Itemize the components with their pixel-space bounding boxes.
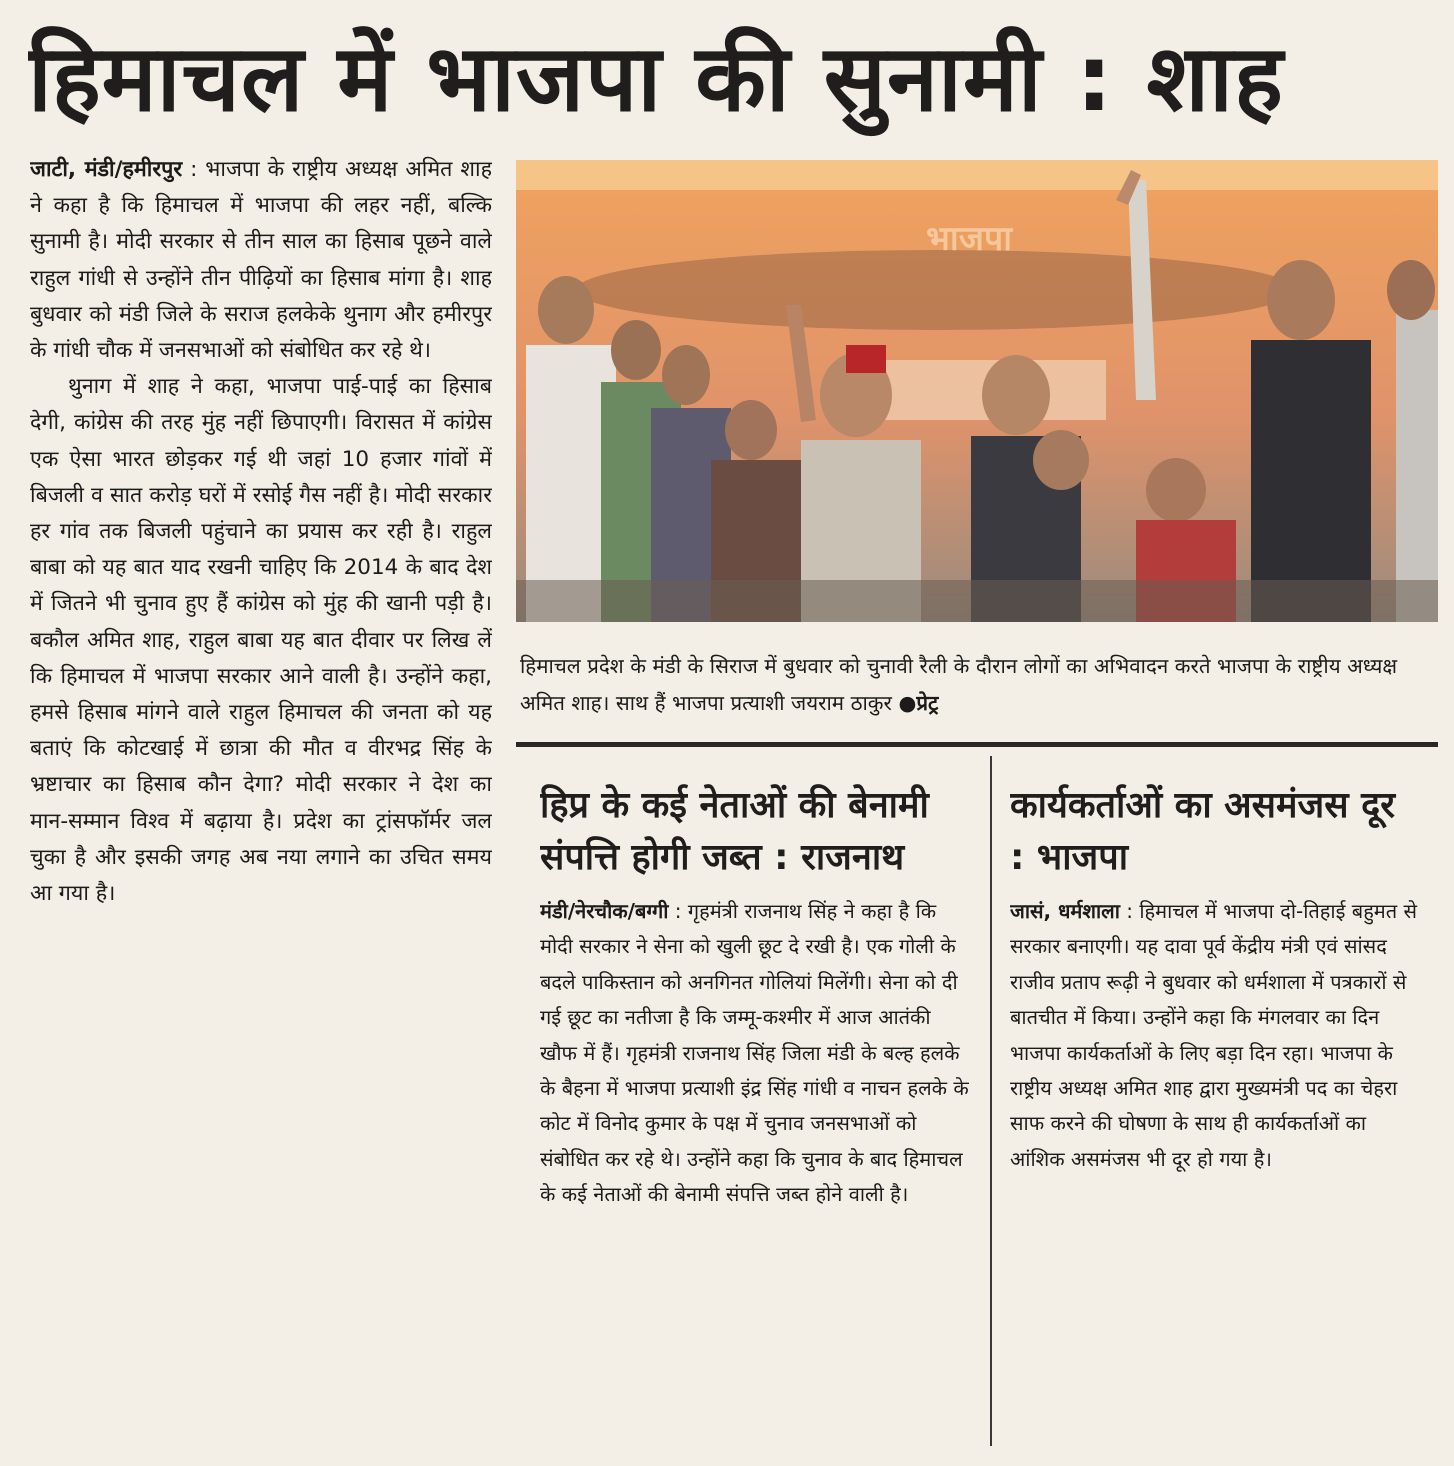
rajnath-story-text: : गृहमंत्री राजनाथ सिंह ने कहा है कि मोदी सरकार ने सेना को खुली छूट दे रखी है। एक गोली के बदले पाकिस्तान को अनगिनत गोलियां मिलेंगी। सेना को दी गई छूट का नतीजा है कि जम्मू-कश्मीर में आज आतंकी खौफ में हैं। गृहमंत्री राजनाथ सिंह जिला मंडी के बल्ह हलके के बैहना में भाजपा प्रत्याशी इंद्र सिंह गांधी व नाचन हलके के कोट में विनोद कुमार के पक्ष में चुनाव जनसभाओं को संबोधित कर रहे थे। उन्होंने कहा कि चुनाव के बाद हिमाचल के कई नेताओं की बेनामी संपत्ति जब्त होने वाली है। <box>540 899 969 1207</box>
workers-story <box>1010 780 1420 1420</box>
photo-caption <box>520 648 1438 728</box>
rally-photo <box>516 160 1438 622</box>
rajnath-story-title: हिप्र के कई नेताओं की बेनामी संपत्ति होगी जब्त : राजनाथ <box>540 785 929 878</box>
main-story-para-1 <box>30 152 492 369</box>
rajnath-story-dateline: मंडी/नेरचौक/बग्गी <box>540 899 669 923</box>
main-story-dateline: जाटी, मंडी/हमीरपुर <box>30 157 183 182</box>
rajnath-story <box>540 780 970 1420</box>
main-story-para-1-text: : भाजपा के राष्ट्रीय अध्यक्ष अमित शाह ने कहा है कि हिमाचल में भाजपा की लहर नहीं, बल्कि सुनामी है। मोदी सरकार से तीन साल का हिसाब पूछने वाले राहुल गांधी से उन्होंने तीन पीढ़ियों का हिसाब मांगा है। शाह बुधवार को मंडी जिले के सराज हलकेके थुनाग और हमीरपुर के गांधी चौक में जनसभाओं को संबोधित कर रहे थे। <box>30 157 492 364</box>
section-divider-horizontal <box>516 742 1438 747</box>
workers-story-title: कार्यकर्ताओं का असमंजस दूर : भाजपा <box>1010 785 1395 878</box>
section-divider-vertical <box>990 756 992 1446</box>
workers-story-body <box>1010 894 1420 1177</box>
main-story <box>30 152 492 1452</box>
rajnath-story-body <box>540 894 970 1213</box>
workers-story-dateline: जासं, धर्मशाला <box>1010 899 1120 923</box>
photo-caption-text: हिमाचल प्रदेश के मंडी के सिराज में बुधवार को चुनावी रैली के दौरान लोगों का अभिवादन करते भाजपा के राष्ट्रीय अध्यक्ष अमित शाह। साथ हैं भाजपा प्रत्याशी जयराम ठाकुर <box>520 654 1398 715</box>
main-headline: हिमाचल में भाजपा की सुनामी : शाह <box>28 25 1284 132</box>
main-story-para-2: थुनाग में शाह ने कहा, भाजपा पाई-पाई का हिसाब देगी, कांग्रेस की तरह मुंह नहीं छिपाएगी। विरासत में कांग्रेस एक ऐसा भारत छोड़कर गई थी जहां 10 हजार गांवों में बिजली व सात करोड़ घरों में रसोई गैस नहीं है। मोदी सरकार हर गांव तक बिजली पहुंचाने का प्रयास कर रही है। राहुल बाबा को यह बात याद रखनी चाहिए कि 2014 के बाद देश में जितने भी चुनाव हुए हैं कांग्रेस को मुंह की खानी पड़ी है। बकौल अमित शाह, राहुल बाबा यह बात दीवार पर लिख लें कि हिमाचल में भाजपा सरकार आने वाली है। उन्होंने कहा, हमसे हिसाब मांगने वाले राहुल हिमाचल की जनता को यह बताएं कि कोटखाई में छात्रा की मौत व वीरभद्र सिंह के भ्रष्टाचार का हिसाब कौन देगा? मोदी सरकार ने देश का मान-सम्मान विश्व में बढ़ाया है। प्रदेश का ट्रांसफॉर्मर जल चुका है और इसकी जगह अब नया लगाने का उचित समय आ गया है। <box>30 374 492 907</box>
photo-credit: ●प्रेट्र <box>898 691 939 715</box>
workers-story-text: : हिमाचल में भाजपा दो-तिहाई बहुमत से सरकार बनाएगी। यह दावा पूर्व केंद्रीय मंत्री एवं सांसद राजीव प्रताप रूढ़ी ने बुधवार को धर्मशाला में पत्रकारों से बातचीत में किया। उन्होंने कहा कि मंगलवार का दिन भाजपा कार्यकर्ताओं के लिए बड़ा दिन रहा। भाजपा के राष्ट्रीय अध्यक्ष अमित शाह द्वारा मुख्यमंत्री पद का चेहरा साफ करने की घोषणा के साथ ही कार्यकर्ताओं का आंशिक असमंजस भी दूर हो गया है। <box>1010 899 1418 1171</box>
photo-banner-text: भाजपा <box>926 219 1013 259</box>
